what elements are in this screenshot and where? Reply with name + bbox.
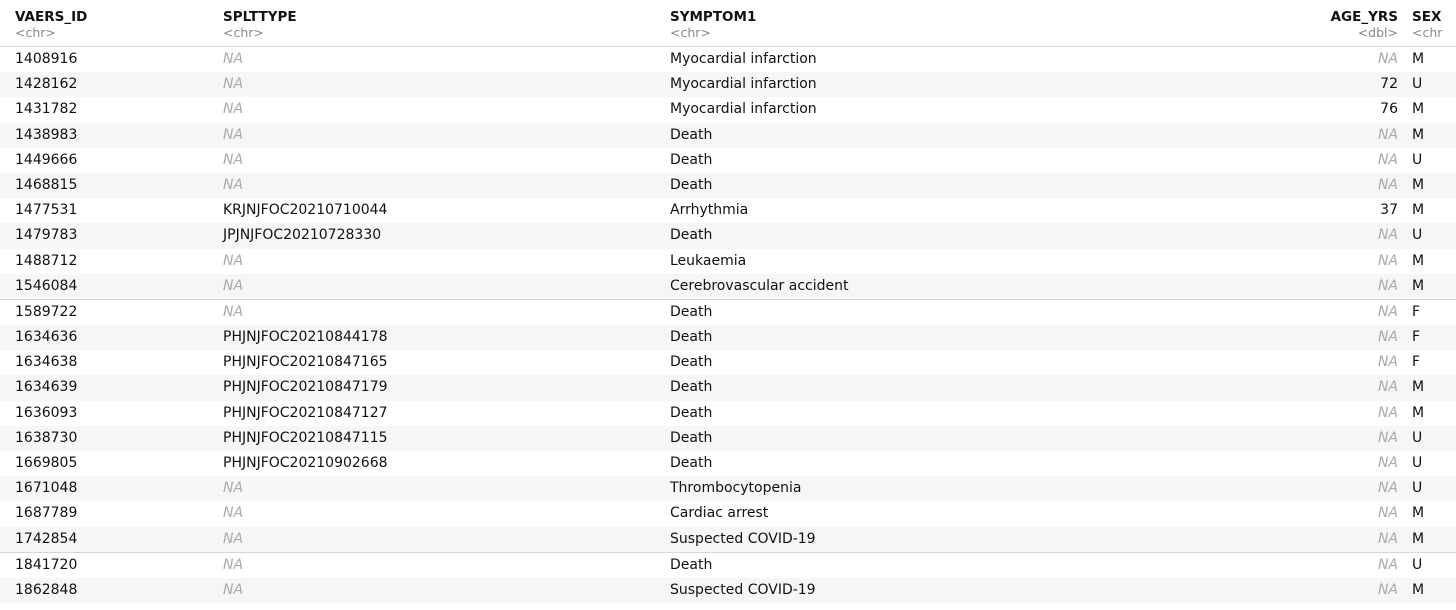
- cell-splttype: PHJNJFOC20210847115: [223, 429, 388, 446]
- cell-sex: F: [1412, 329, 1421, 346]
- column-header-vaers-id[interactable]: [15, 9, 87, 40]
- table-row[interactable]: [0, 249, 1456, 274]
- table-row[interactable]: [0, 299, 1456, 325]
- cell-vaers-id: 1589722: [15, 303, 78, 320]
- cell-symptom1: Death: [670, 404, 713, 421]
- cell-symptom1: Myocardial infarction: [670, 51, 817, 67]
- cell-splttype: PHJNJFOC20210844178: [223, 329, 388, 346]
- column-name: AGE_YRS: [1330, 9, 1398, 25]
- cell-splttype: NA: [223, 252, 244, 269]
- table-row[interactable]: [0, 451, 1456, 476]
- cell-age-yrs: NA: [1377, 505, 1398, 522]
- table-row[interactable]: [0, 173, 1456, 198]
- cell-age-yrs: NA: [1377, 252, 1398, 269]
- cell-vaers-id: 1636093: [15, 404, 78, 421]
- table-row[interactable]: [0, 274, 1456, 299]
- cell-sex: M: [1412, 252, 1425, 269]
- column-name: SEX: [1412, 9, 1442, 25]
- column-header-age-yrs[interactable]: [1300, 9, 1398, 40]
- cell-sex: M: [1412, 126, 1425, 143]
- table-row[interactable]: [0, 401, 1456, 426]
- cell-sex: M: [1412, 404, 1425, 421]
- cell-symptom1: Death: [670, 329, 713, 346]
- cell-splttype: NA: [223, 556, 244, 573]
- cell-age-yrs: NA: [1377, 556, 1398, 573]
- cell-age-yrs: 76: [1380, 101, 1398, 118]
- cell-splttype: PHJNJFOC20210847165: [223, 354, 388, 371]
- cell-vaers-id: 1449666: [15, 151, 78, 168]
- cell-sex: M: [1412, 176, 1425, 193]
- cell-symptom1: Death: [670, 126, 713, 143]
- cell-age-yrs: NA: [1377, 329, 1398, 346]
- cell-vaers-id: 1841720: [15, 556, 78, 573]
- cell-age-yrs: NA: [1377, 455, 1398, 471]
- cell-symptom1: Death: [670, 429, 713, 446]
- cell-symptom1: Death: [670, 455, 713, 471]
- table-row[interactable]: [0, 552, 1456, 578]
- column-name: SPLTTYPE: [223, 9, 297, 25]
- cell-age-yrs: NA: [1377, 303, 1398, 320]
- cell-vaers-id: 1687789: [15, 505, 78, 522]
- cell-age-yrs: NA: [1377, 404, 1398, 421]
- cell-splttype: NA: [223, 277, 244, 294]
- cell-symptom1: Cerebrovascular accident: [670, 277, 849, 294]
- cell-vaers-id: 1431782: [15, 101, 78, 118]
- cell-vaers-id: 1408916: [15, 51, 78, 67]
- table-row[interactable]: [0, 198, 1456, 223]
- table-row[interactable]: [0, 501, 1456, 526]
- table-row[interactable]: [0, 148, 1456, 173]
- column-header-sex[interactable]: [1412, 9, 1442, 40]
- cell-age-yrs: NA: [1377, 480, 1398, 497]
- cell-splttype: NA: [223, 101, 244, 118]
- cell-symptom1: Death: [670, 227, 713, 244]
- cell-splttype: NA: [223, 303, 244, 320]
- table-row[interactable]: [0, 350, 1456, 375]
- cell-sex: M: [1412, 51, 1425, 67]
- table-row[interactable]: [0, 47, 1456, 72]
- column-type: <chr>: [15, 25, 56, 40]
- cell-splttype: NA: [223, 76, 244, 93]
- cell-vaers-id: 1671048: [15, 480, 78, 497]
- cell-sex: M: [1412, 581, 1425, 598]
- cell-splttype: PHJNJFOC20210902668: [223, 455, 388, 471]
- cell-sex: M: [1412, 277, 1425, 294]
- table-row[interactable]: [0, 527, 1456, 552]
- cell-vaers-id: 1634638: [15, 354, 78, 371]
- cell-vaers-id: 1742854: [15, 530, 78, 547]
- cell-age-yrs: NA: [1377, 379, 1398, 396]
- cell-sex: U: [1412, 455, 1423, 471]
- cell-vaers-id: 1634636: [15, 329, 78, 346]
- cell-splttype: NA: [223, 176, 244, 193]
- cell-symptom1: Cardiac arrest: [670, 505, 769, 522]
- cell-vaers-id: 1488712: [15, 252, 78, 269]
- cell-age-yrs: NA: [1377, 227, 1398, 244]
- cell-age-yrs: 72: [1380, 76, 1398, 93]
- cell-age-yrs: 37: [1380, 202, 1398, 219]
- cell-vaers-id: 1638730: [15, 429, 78, 446]
- cell-symptom1: Death: [670, 354, 713, 371]
- cell-vaers-id: 1468815: [15, 176, 78, 193]
- cell-splttype: NA: [223, 505, 244, 522]
- cell-symptom1: Suspected COVID-19: [670, 581, 816, 598]
- cell-splttype: JPJNJFOC20210728330: [223, 227, 382, 244]
- table-row[interactable]: [0, 72, 1456, 97]
- cell-symptom1: Death: [670, 303, 713, 320]
- table-row[interactable]: [0, 325, 1456, 350]
- cell-age-yrs: NA: [1377, 151, 1398, 168]
- cell-sex: M: [1412, 202, 1425, 219]
- cell-sex: U: [1412, 227, 1423, 244]
- cell-symptom1: Arrhythmia: [670, 202, 749, 219]
- table-row[interactable]: [0, 476, 1456, 501]
- cell-age-yrs: NA: [1377, 176, 1398, 193]
- column-type: <chr>: [223, 25, 264, 40]
- cell-splttype: PHJNJFOC20210847179: [223, 379, 388, 396]
- cell-splttype: NA: [223, 530, 244, 547]
- cell-splttype: NA: [223, 51, 244, 67]
- cell-splttype: NA: [223, 151, 244, 168]
- column-header-splttype[interactable]: [223, 9, 297, 40]
- table-row[interactable]: [0, 223, 1456, 248]
- cell-symptom1: Leukaemia: [670, 252, 747, 269]
- cell-vaers-id: 1479783: [15, 227, 78, 244]
- cell-sex: U: [1412, 480, 1423, 497]
- column-name: SYMPTOM1: [670, 9, 757, 25]
- cell-sex: U: [1412, 76, 1423, 93]
- cell-age-yrs: NA: [1377, 581, 1398, 598]
- table-row[interactable]: [0, 375, 1456, 400]
- column-type: <chr>: [670, 25, 711, 40]
- cell-splttype: PHJNJFOC20210847127: [223, 404, 388, 421]
- column-header-symptom1[interactable]: [670, 9, 756, 40]
- cell-age-yrs: NA: [1377, 51, 1398, 67]
- table-row[interactable]: [0, 426, 1456, 451]
- cell-symptom1: Myocardial infarction: [670, 76, 817, 93]
- table-row[interactable]: [0, 123, 1456, 148]
- column-name: VAERS_ID: [15, 9, 88, 25]
- cell-age-yrs: NA: [1377, 354, 1398, 371]
- table-row[interactable]: [0, 97, 1456, 122]
- cell-sex: U: [1412, 151, 1423, 168]
- cell-vaers-id: 1477531: [15, 202, 78, 219]
- cell-vaers-id: 1546084: [15, 277, 78, 294]
- cell-sex: M: [1412, 379, 1425, 396]
- cell-symptom1: Death: [670, 176, 713, 193]
- cell-vaers-id: 1862848: [15, 581, 78, 598]
- cell-vaers-id: 1669805: [15, 455, 78, 471]
- table-header: [0, 0, 1456, 47]
- cell-splttype: NA: [223, 126, 244, 143]
- cell-splttype: NA: [223, 480, 244, 497]
- cell-sex: U: [1412, 429, 1423, 446]
- cell-age-yrs: NA: [1377, 530, 1398, 547]
- cell-symptom1: Myocardial infarction: [670, 101, 817, 118]
- cell-splttype: NA: [223, 581, 244, 598]
- cell-vaers-id: 1428162: [15, 76, 78, 93]
- cell-vaers-id: 1438983: [15, 126, 78, 143]
- cell-age-yrs: NA: [1377, 429, 1398, 446]
- cell-sex: F: [1412, 303, 1421, 320]
- cell-symptom1: Suspected COVID-19: [670, 530, 816, 547]
- cell-sex: M: [1412, 530, 1425, 547]
- cell-sex: U: [1412, 556, 1423, 573]
- cell-symptom1: Death: [670, 379, 713, 396]
- cell-symptom1: Death: [670, 151, 713, 168]
- cell-splttype: KRJNJFOC20210710044: [223, 202, 388, 219]
- cell-symptom1: Death: [670, 556, 713, 573]
- cell-sex: F: [1412, 354, 1421, 371]
- column-type: <chr: [1412, 25, 1443, 40]
- table-row[interactable]: [0, 578, 1456, 603]
- cell-vaers-id: 1634639: [15, 379, 78, 396]
- cell-age-yrs: NA: [1377, 126, 1398, 143]
- cell-sex: M: [1412, 505, 1425, 522]
- cell-symptom1: Thrombocytopenia: [670, 480, 802, 497]
- cell-age-yrs: NA: [1377, 277, 1398, 294]
- table-body: [0, 47, 1456, 603]
- cell-sex: M: [1412, 101, 1425, 118]
- column-type: <dbl>: [1357, 25, 1398, 40]
